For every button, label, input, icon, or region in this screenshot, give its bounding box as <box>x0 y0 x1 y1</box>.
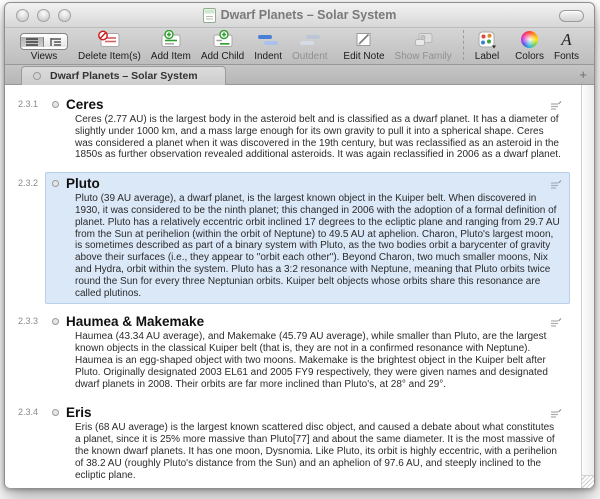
tab-label: Dwarf Planets – Solar System <box>50 70 198 82</box>
color-wheel-icon <box>521 31 538 48</box>
item-bullet[interactable] <box>52 180 59 187</box>
toolbar-item-delete[interactable] <box>78 29 141 62</box>
item-bullet[interactable] <box>52 318 59 325</box>
outline-section-haumea-makemake <box>15 310 570 395</box>
item-bullet[interactable] <box>52 409 59 416</box>
titlebar[interactable] <box>5 3 594 28</box>
show-family-icon <box>412 31 435 48</box>
item-note-text[interactable]: Eris (68 AU average) is the largest known scattered disc object, and caused a debate about what constitutes a planet, since it is 25% more massive than Pluto[77] and about the same diameter. It is the most massive of the known dwarf planets. It has one moon, Dysnomia. Like Pluto, its orbit is highly eccentric, with a perihelion of 38.2 AU (roughly Pluto's distance from the Sun) and an aphelion of 97.6 AU, and steeply inclined to the ecliptic plane. <box>75 422 557 481</box>
outline-view-button[interactable] <box>44 37 67 47</box>
item-bullet[interactable] <box>52 101 59 108</box>
toolbar-toggle-button[interactable] <box>559 10 584 22</box>
add-tab-button[interactable]: + <box>579 67 587 82</box>
outline-view-icon <box>49 37 63 47</box>
section-number: 2.3.4 <box>18 407 39 418</box>
tab-dwarf-planets[interactable] <box>21 66 226 85</box>
edit-note-icon <box>354 31 373 48</box>
note-indicator-icon[interactable] <box>550 318 562 328</box>
toolbar-item-add-item[interactable] <box>151 29 191 62</box>
toolbar-label: Colors <box>515 51 544 62</box>
toolbar-label: Add Item <box>150 51 191 62</box>
toolbar-label: Label <box>474 51 500 62</box>
toolbar-label: Outdent <box>292 51 328 62</box>
item-note-text[interactable]: Ceres (2.77 AU) is the largest body in the asteroid belt and is classified as a dwarf planet. It has a diameter of slightly under 1000 km, and a mass large enough for its own gravity to pull it into a spherical shape. Ceres was considered a planet when it was discovered in the 19th century, but was reclassified as an asteroid in the 1850s as further observation revealed additional asteroids. It was again reclassified in 2006 as a dwarf planet. <box>75 114 561 161</box>
label-dots-icon <box>478 31 497 49</box>
zoom-button[interactable] <box>58 9 71 22</box>
document-icon <box>203 8 216 23</box>
outdent-icon <box>299 33 321 47</box>
item-title[interactable]: Haumea & Makemake <box>66 314 205 330</box>
title-area <box>5 3 594 27</box>
toolbar <box>5 28 594 65</box>
toolbar-label: Show Family <box>394 51 452 62</box>
vertical-scrollbar[interactable] <box>581 85 594 475</box>
section-number: 2.3.2 <box>18 178 39 189</box>
delete-item-icon <box>97 30 121 49</box>
list-view-button[interactable] <box>21 37 44 47</box>
note-indicator-icon[interactable] <box>550 101 562 111</box>
toolbar-item-views <box>20 33 68 62</box>
document-content <box>5 85 594 488</box>
note-indicator-icon[interactable] <box>550 409 562 419</box>
window-controls <box>16 9 71 22</box>
window-title: Dwarf Planets – Solar System <box>220 8 397 22</box>
toolbar-item-fonts[interactable] <box>554 29 579 62</box>
outline-section-eris <box>15 401 570 486</box>
toolbar-item-outdent <box>292 29 328 62</box>
indent-icon <box>257 33 279 47</box>
minimize-button[interactable] <box>37 9 50 22</box>
toolbar-item-indent[interactable] <box>254 29 282 62</box>
tab-bar <box>5 65 594 85</box>
add-item-icon <box>159 30 183 49</box>
toolbar-label: Edit Note <box>343 51 385 62</box>
close-button[interactable] <box>16 9 29 22</box>
toolbar-item-show-family <box>395 29 452 62</box>
toolbar-item-edit-note[interactable] <box>343 29 384 62</box>
toolbar-item-label[interactable] <box>475 29 499 62</box>
section-number: 2.3.1 <box>18 99 39 109</box>
views-segmented-control <box>20 33 68 50</box>
list-view-icon <box>25 37 39 47</box>
toolbar-label: Views <box>30 51 58 62</box>
tab-close-icon[interactable] <box>33 72 41 80</box>
toolbar-label: Delete Item(s) <box>78 51 141 62</box>
toolbar-label: Indent <box>254 51 282 62</box>
toolbar-item-add-child[interactable] <box>201 29 244 62</box>
toolbar-label: Fonts <box>553 51 579 62</box>
toolbar-item-colors[interactable] <box>515 29 544 62</box>
toolbar-label: Add Child <box>200 51 245 62</box>
item-note-text[interactable]: Pluto (39 AU average), a dwarf planet, is the largest known object in the Kuiper belt. When discovered in 1930, it was considered to be the ninth planet; this changed in 2006 with the adoption of a formal definition of planet. Pluto has a relatively eccentric orbit inclined 17 degrees to the ecliptic plane and ranging from 29.7 AU from the Sun at perihelion (within the orbit of Neptune) to 49.5 AU at aphelion. Charon, Pluto's largest moon, is sometimes described as part of a binary system with Pluto, as the two bodies orbit a barycenter of gravity above their surfaces (i.e., they appear to "orbit each other"). Beyond Charon, two much smaller moons, Nix and Hydra, orbit within the system. Pluto has a 3:2 resonance with Neptune, meaning that Pluto orbits twice round the Sun for every three Neptunian orbits. Kuiper belt objects whose orbits share this resonance are called plutinos. <box>75 193 560 299</box>
outline-section-ceres <box>15 93 570 166</box>
selection-highlight <box>45 172 570 304</box>
item-title[interactable]: Ceres <box>66 97 104 112</box>
outline-section-pluto <box>15 172 570 304</box>
item-note-text[interactable]: Haumea (43.34 AU average), and Makemake (45.79 AU average), while smaller than Pluto, are the largest known objects in the classical Kuiper belt (that is, they are not in a confirmed resonance with Neptune). Haumea is an egg-shaped object with two moons. Makemake is the brightest object in the Kuiper belt after Pluto. Originally designated 2003 EL61 and 2005 FY9 respectively, they were given names and designated dwarf planets in 2008. Their orbits are far more inclined than Pluto's, at 28° and 29°. <box>75 331 548 390</box>
toolbar-separator <box>463 30 464 60</box>
fonts-icon: A <box>561 30 572 49</box>
resize-grip[interactable] <box>581 475 594 488</box>
item-title[interactable]: Pluto <box>66 176 100 192</box>
app-window <box>4 2 595 488</box>
section-number: 2.3.3 <box>18 316 39 327</box>
add-child-icon <box>211 30 235 49</box>
item-title[interactable]: Eris <box>66 405 92 421</box>
outline-list <box>5 85 594 486</box>
note-indicator-icon[interactable] <box>550 180 562 190</box>
